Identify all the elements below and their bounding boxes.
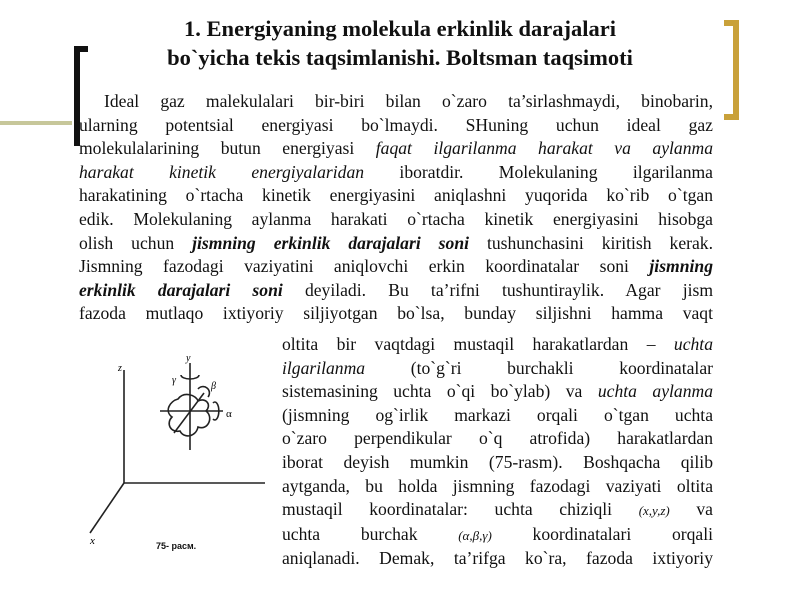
text-line: o`zaro perpendikular o`q atrofida) harakatlardan <box>282 428 713 449</box>
text-line: Jismning fazodagi vaziyatini aniqlovchi erkin koordinatalar soni jismning <box>79 256 713 277</box>
alpha-label: α <box>226 408 232 420</box>
degrees-of-freedom-figure <box>80 345 270 560</box>
text-line: fazoda mutlaqo ixtiyoriy siljiyotgan bo`lsa, bunday siljishni hamma vaqt <box>79 303 713 324</box>
rotation-arc-diag <box>198 387 209 397</box>
title-line-2: bo`yicha tekis taqsimlanishi. Boltsman taqsimoti <box>167 45 633 70</box>
text-line: (jismning og`irlik markazi orqali o`tgan uchta <box>282 404 713 425</box>
figure-caption: 75- расм. <box>156 541 197 551</box>
beta-label: β <box>211 381 216 392</box>
text-line: ularning potentsial energiyasi bo`lmaydi. SHuning uchun ideal gaz <box>79 114 713 135</box>
text-line: aniqlanadi. Demak, ta’rifga ko`ra, fazoda ixtiyoriy <box>282 548 713 569</box>
text-line: uchta burchak (α,β,γ) koordinatalari orqali <box>282 523 713 544</box>
right-bracket-decoration <box>724 20 739 120</box>
text-line: sistemasining uchta o`qi bo`ylab) va uchta aylanma <box>282 381 714 402</box>
text-line: Ideal gaz malekulalari bir-biri bilan o`zaro ta’sirlashmaydi, binobarin, <box>104 91 713 111</box>
z-axis-label: z <box>118 363 122 374</box>
text-line: edik. Molekulaning aylanma harakati o`rtacha kinetik energiyasini hisobga <box>79 208 713 229</box>
page-title <box>95 14 705 72</box>
text-line: harakatining o`rtacha kinetik energiyasini aniqlashni yuqorida ko`rib o`tgan <box>79 185 713 206</box>
body-paragraph <box>79 90 713 326</box>
side-paragraph <box>282 333 713 571</box>
text-line: oltita bir vaqtdagi mustaqil harakatlardan – uchta <box>282 334 713 354</box>
text-line: aytganda, bu holda jismning fazodagi vaziyati oltita <box>282 475 713 496</box>
x-axis-line <box>90 483 124 533</box>
rigid-body-shape <box>168 395 209 436</box>
gamma-label: γ <box>172 375 176 386</box>
angular-coordinates-formula: (α,β,γ) <box>458 527 492 543</box>
text-line: molekulalarining butun energiyasi faqat ilgarilanma harakat va aylanma <box>79 138 713 159</box>
text-line: harakat kinetik energiyalaridan iboratdir. Molekulaning ilgarilanma <box>79 161 713 182</box>
x-axis-label: x <box>90 535 95 547</box>
text-line: erkinlik darajalari soni deyiladi. Bu ta’rifni tushuntiraylik. Agar jism <box>79 279 714 300</box>
left-rule-decoration <box>0 121 72 125</box>
text-line: mustaqil koordinatalar: uchta chiziqli (x,y,z) va <box>282 499 713 520</box>
title-line-1: 1. Energiyaning molekula erkinlik darajalari <box>184 16 616 41</box>
y-axis-label: y <box>186 353 191 364</box>
text-line: ilgarilanma (to`g`ri burchakli koordinatalar <box>282 357 713 378</box>
linear-coordinates-formula: (x,y,z) <box>638 503 670 519</box>
text-line: iborat deyish mumkin (75-rasm). Boshqacha qilib <box>282 451 713 472</box>
text-line: olish uchun jismning erkinlik darajalari soni tushunchasini kiritish kerak. <box>79 232 713 253</box>
